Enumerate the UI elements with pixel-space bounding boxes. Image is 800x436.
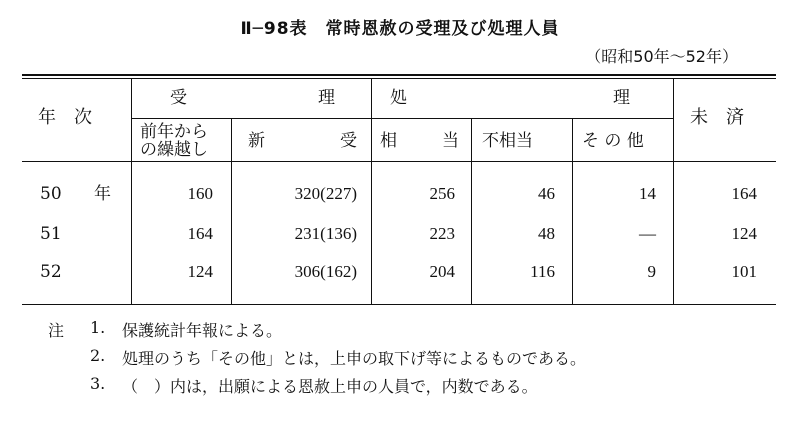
row-51-new: 231(136)	[294, 224, 357, 243]
note-1-text: 保護統計年報による。	[122, 321, 283, 340]
note-2-num: 2.	[90, 346, 106, 365]
header-appropriate-a: 相	[380, 131, 397, 151]
row-50-year-unit: 年	[94, 184, 111, 204]
row-51-carried: 164	[187, 224, 213, 243]
header-other: そ の 他	[582, 131, 644, 151]
notes-label: 注	[48, 321, 65, 340]
note-2-text: 処理のうち「その他」とは，上申の取下げ等によるものである。	[122, 349, 587, 368]
row-50-appropriate: 256	[429, 184, 455, 203]
row-51-pending: 124	[731, 224, 757, 243]
header-year: 年 次	[38, 107, 92, 128]
table-title: Ⅱ─98表 常時恩赦の受理及び処理人員	[240, 19, 560, 39]
header-received-a: 受	[170, 88, 187, 108]
table-bottom-rule	[22, 304, 776, 305]
header-middle-rule	[131, 118, 673, 119]
header-carried-line2: の繰越し	[140, 140, 208, 160]
row-51-appropriate: 223	[429, 224, 455, 243]
row-51-year: 51	[40, 224, 62, 244]
header-bottom-rule	[22, 161, 776, 162]
row-52-year: 52	[40, 262, 62, 282]
table-subtitle: （昭和50年～52年）	[585, 47, 738, 66]
header-received-b: 理	[318, 88, 335, 108]
row-52-new: 306(162)	[294, 262, 357, 281]
row-50-carried: 160	[187, 184, 213, 203]
row-52-inappropriate: 116	[530, 262, 555, 281]
note-3-num: 3.	[90, 374, 106, 393]
row-50-pending: 164	[731, 184, 757, 203]
top-double-rule-inner	[22, 78, 776, 79]
header-new-a: 新	[248, 131, 265, 151]
header-inappropriate: 不相当	[482, 131, 533, 151]
header-pending: 未 済	[690, 107, 744, 128]
row-50-other: 14	[639, 184, 656, 203]
row-51-inappropriate: 48	[538, 224, 555, 243]
note-1-num: 1.	[90, 318, 106, 337]
header-carried-line1: 前年から	[140, 122, 208, 142]
header-new-b: 受	[340, 131, 357, 151]
row-50-year: 50	[40, 184, 62, 204]
header-appropriate-b: 当	[442, 131, 459, 151]
header-processed-a: 処	[390, 88, 407, 108]
row-50-inappropriate: 46	[538, 184, 555, 203]
row-50-new: 320(227)	[294, 184, 357, 203]
header-processed-b: 理	[613, 88, 630, 108]
row-52-appropriate: 204	[429, 262, 455, 281]
row-52-pending: 101	[731, 262, 757, 281]
row-51-other: —	[639, 224, 656, 243]
row-52-carried: 124	[187, 262, 213, 281]
note-3-text: （ ）内は，出願による恩赦上申の人員で，内数である。	[122, 377, 538, 396]
top-double-rule-outer	[22, 74, 776, 76]
row-52-other: 9	[647, 262, 656, 281]
